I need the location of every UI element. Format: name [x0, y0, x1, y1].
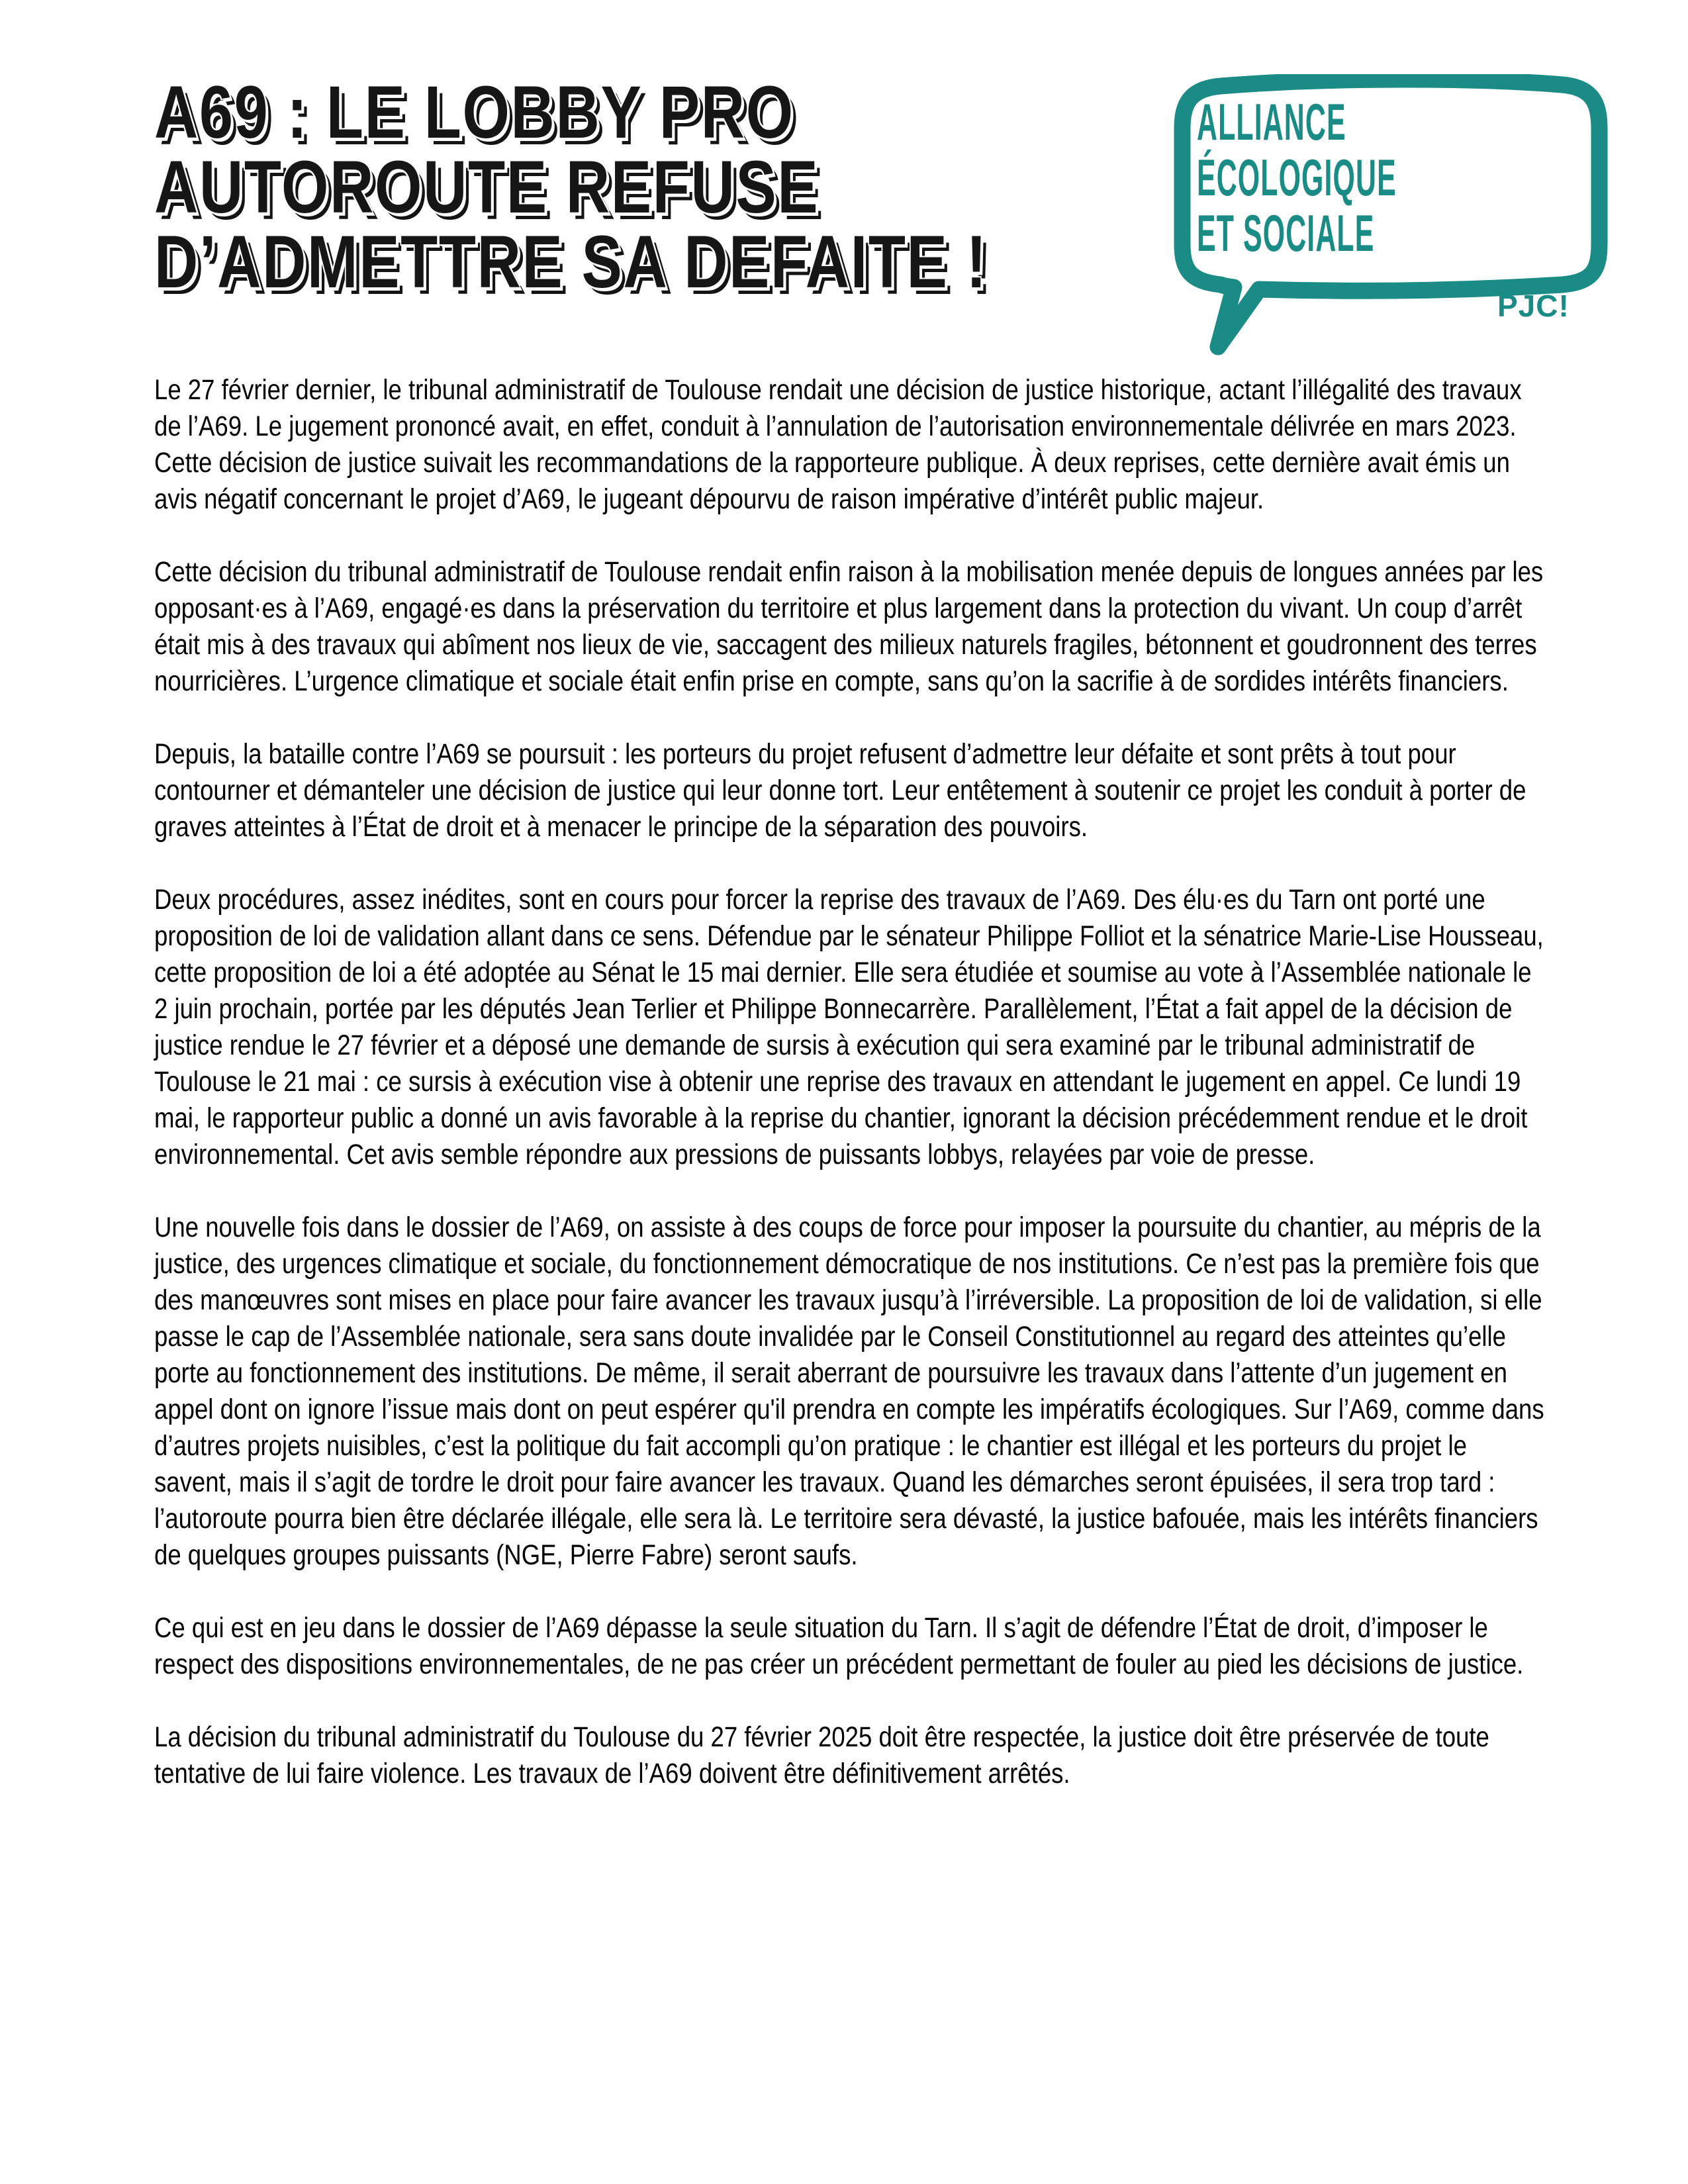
article-body	[154, 372, 1550, 1828]
paragraph-2: Cette décision du tribunal administratif de Toulouse rendait enfin raison à la mobilisation menée depuis de longues années par les opposant·es à l’A69, engagé·es dans la préservation du territoire et plus largement dans la protection du vivant. Un coup d’arrêt était mis à des travaux qui abîment nos lieux de vie, saccagent des milieux naturels fragiles, bétonnent et goudronnent des terres nourricières. L’urgence climatique et sociale était enfin prise en compte, sans qu’on la sacrifie à de sordides intérêts financiers.	[154, 556, 1544, 697]
paragraph-3: Depuis, la bataille contre l’A69 se poursuit : les porteurs du projet refusent d’admettre leur défaite et sont prêts à tout pour contourner et démanteler une décision de justice qui leur donne tort. Leur entêtement à soutenir ce projet les conduit à porter de graves atteintes à l’État de droit et à menacer le principe de la séparation des pouvoirs.	[154, 738, 1526, 843]
paragraph-6: Ce qui est en jeu dans le dossier de l’A69 dépasse la seule situation du Tarn. Il s’agit de défendre l’État de droit, d’imposer le respect des dispositions environnementales, de ne pas créer un précédent permettant de fouler au pied les décisions de justice.	[154, 1612, 1524, 1680]
page-title	[154, 71, 1213, 303]
paragraph-4: Deux procédures, assez inédites, sont en cours pour forcer la reprise des travaux de l’A69. Des élu·es du Tarn ont porté une proposition de loi de validation allant dans ce sens. Défendue par le sénateur Philippe Folliot et la sénatrice Marie-Lise Housseau, cette proposition de loi a été adoptée au Sénat le 15 mai dernier. Elle sera étudiée et soumise au vote à l’Assemblée nationale le 2 juin prochain, portée par les députés Jean Terlier et Philippe Bonnecarrère. Parallèlement, l’État a fait appel de la décision de justice rendue le 27 février et a déposé une demande de sursis à exécution qui sera examiné par le tribunal administratif de Toulouse le 21 mai : ce sursis à exécution vise à obtenir une reprise des travaux en attendant le jugement en appel. Ce lundi 19 mai, le rapporteur public a donné un avis favorable à la reprise du chantier, ignorant la décision précédemment rendue et le droit environnemental. Cet avis semble répondre aux pressions de puissants lobbys, relayées par voie de presse.	[154, 884, 1544, 1170]
paragraph-7: La décision du tribunal administratif du Toulouse du 27 février 2025 doit être respectée, la justice doit être préservée de toute tentative de lui faire violence. Les travaux de l’A69 doivent être définitivement arrêtés.	[154, 1721, 1489, 1789]
paragraph-1: Le 27 février dernier, le tribunal administratif de Toulouse rendait une décision de justice historique, actant l’illégalité des travaux de l’A69. Le jugement prononcé avait, en effet, conduit à l’annulation de l’autorisation environnementale délivrée en mars 2023. Cette décision de justice suivait les recommandations de la rapporteure publique. À deux reprises, cette dernière avait émis un avis négatif concernant le projet d’A69, le jugeant dépourvu de raison impérative d’intérêt public majeur.	[154, 374, 1522, 515]
logo-tagline-pjc: PJC!	[1497, 289, 1570, 323]
page-title-line-2: AUTOROUTE REFUSE	[154, 146, 820, 228]
logo-line-ecologique: ÉCOLOGIQUE	[1197, 148, 1397, 207]
page-title-line-1: A69 : LE LOBBY PRO	[154, 71, 794, 154]
page-title-line-3: D’ADMETTRE SA DEFAITE !	[154, 220, 988, 303]
logo-line-et-sociale: ET SOCIALE	[1197, 204, 1375, 262]
paragraph-5: Une nouvelle fois dans le dossier de l’A69, on assiste à des coups de force pour imposer la poursuite du chantier, au mépris de la justice, des urgences climatique et sociale, du fonctionnement démocratique de nos institutions. Ce n’est pas la première fois que des manœuvres sont mises en place pour faire avancer les travaux jusqu’à l’irréversible. La proposition de loi de validation, si elle passe le cap de l’Assemblée nationale, sera sans doute invalidée par le Conseil Constitutionnel au regard des atteintes qu’elle porte au fonctionnement des institutions. De même, il serait aberrant de poursuivre les travaux dans l’attente d’un jugement en appel dont on ignore l’issue mais dont on peut espérer qu'il prendra en compte les impératifs écologiques. Sur l’A69, comme dans d’autres projets nuisibles, c’est la politique du fait accompli qu’on pratique : le chantier est illégal et les porteurs du projet le savent, mais il s’agit de tordre le droit pour faire avancer les travaux. Quand les démarches seront épuisées, il sera trop tard : l’autoroute pourra bien être déclarée illégale, elle sera là. Le territoire sera dévasté, la justice bafouée, mais les intérêts financiers de quelques groupes puissants (NGE, Pierre Fabre) seront saufs.	[154, 1211, 1544, 1571]
logo-line-alliance: ALLIANCE	[1197, 93, 1346, 151]
logo-wordmark	[1197, 94, 1560, 261]
alliance-ecologique-et-sociale-logo	[1172, 74, 1610, 359]
